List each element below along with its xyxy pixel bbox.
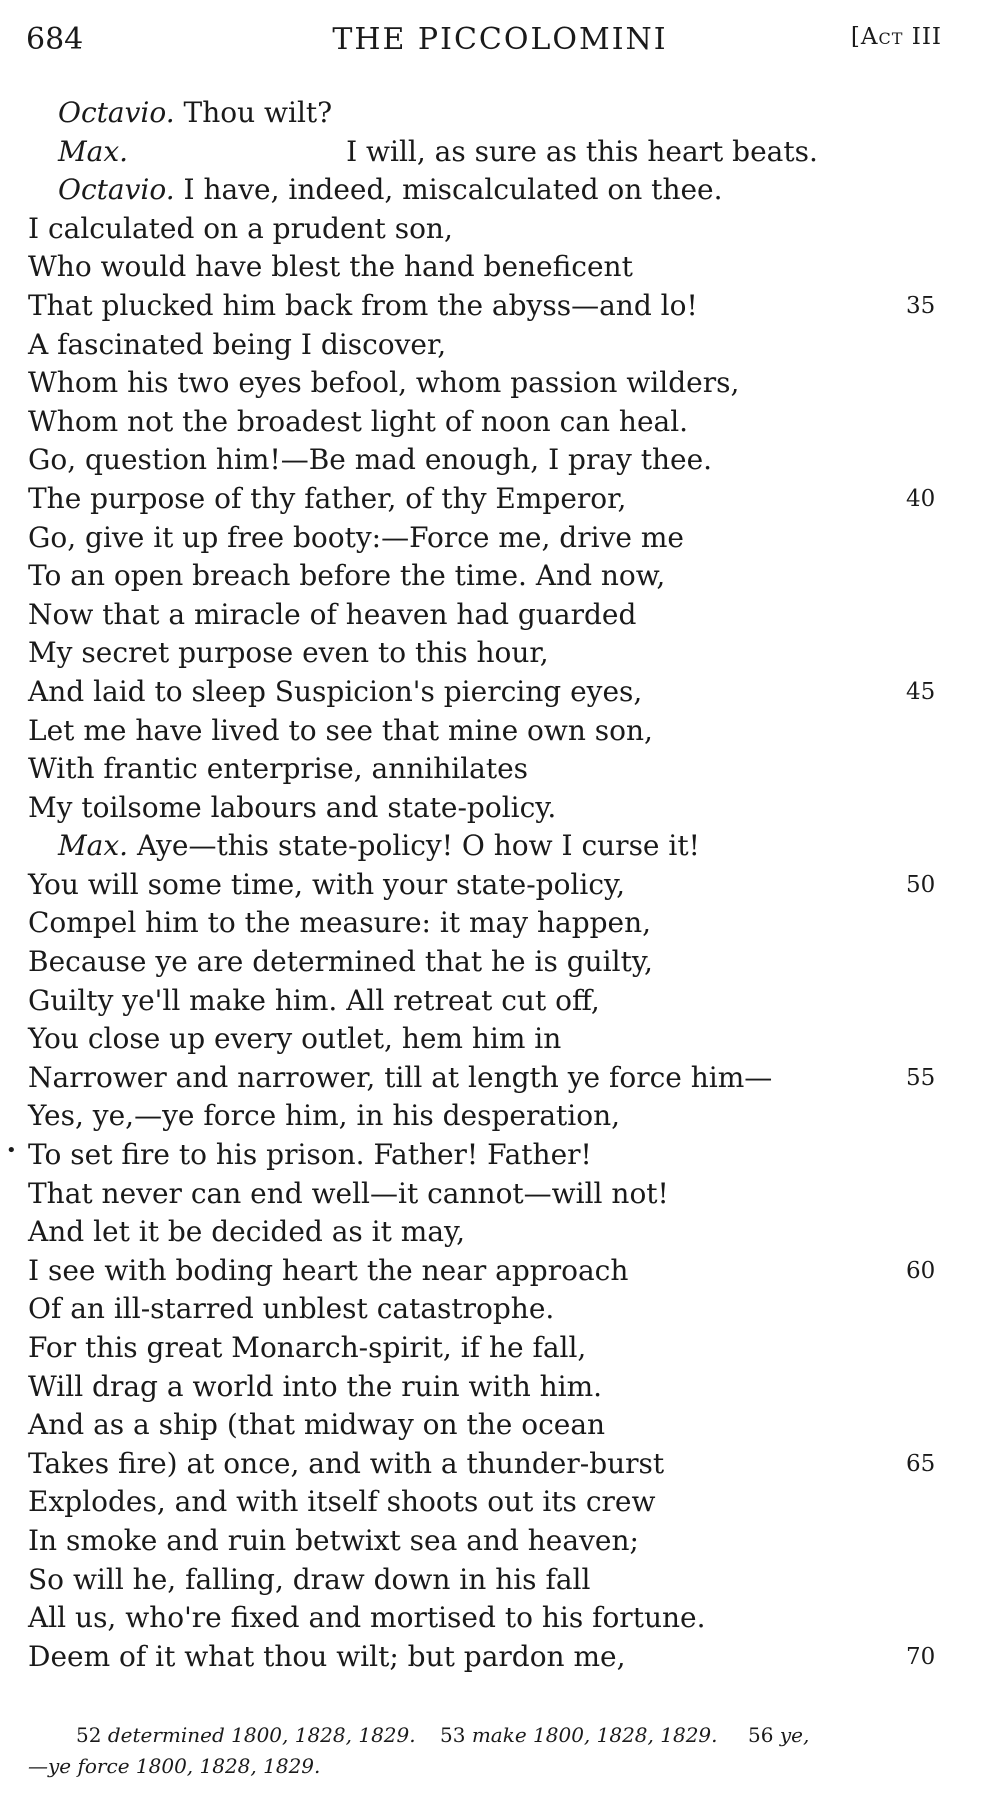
verse-line bbox=[28, 1522, 948, 1561]
verse-line-text: That plucked him back from the abyss—and lo! bbox=[28, 288, 698, 322]
footnote-row bbox=[28, 1720, 968, 1751]
footnote-53 bbox=[440, 1720, 718, 1751]
verse-line-text: Let me have lived to see that mine own son, bbox=[28, 713, 653, 747]
verse-line bbox=[28, 1329, 948, 1368]
verse-line bbox=[28, 1599, 948, 1638]
verse-line-text: Aye—this state-policy! O how I curse it! bbox=[128, 829, 700, 863]
verse-line bbox=[28, 1097, 948, 1136]
verse-line bbox=[28, 287, 948, 326]
verse-line bbox=[28, 1445, 948, 1484]
line-number: 40 bbox=[906, 485, 936, 512]
verse-line bbox=[28, 634, 948, 673]
verse-line-text: Compel him to the measure: it may happen, bbox=[28, 906, 652, 940]
verse-line-text: Thou wilt? bbox=[174, 96, 333, 129]
verse-line bbox=[28, 982, 948, 1021]
verse-line-text: Of an ill-starred unblest catastrophe. bbox=[28, 1292, 555, 1326]
verse-line-text: Go, question him!—Be mad enough, I pray thee. bbox=[28, 443, 713, 477]
verse-line-text: Whom not the broadest light of noon can heal. bbox=[28, 404, 689, 438]
verse-line-text: The purpose of thy father, of thy Emperor, bbox=[28, 481, 627, 515]
verse-line bbox=[28, 789, 948, 828]
verse-line-text: With frantic enterprise, annihilates bbox=[28, 752, 529, 786]
act-heading: [Act III bbox=[850, 24, 942, 50]
verse-line bbox=[28, 519, 948, 558]
margin-mark: • bbox=[6, 1140, 17, 1162]
verse-line bbox=[28, 1213, 948, 1252]
line-number: 55 bbox=[906, 1064, 936, 1091]
verse-line bbox=[28, 750, 948, 789]
verse-line bbox=[28, 557, 948, 596]
footnote-text: ye, bbox=[779, 1723, 810, 1747]
verse-line bbox=[28, 441, 948, 480]
footnote-number: 53 bbox=[440, 1723, 466, 1747]
footnotes bbox=[28, 1720, 968, 1782]
verse-line bbox=[28, 1290, 948, 1329]
verse-line bbox=[28, 1175, 948, 1214]
verse-line bbox=[28, 364, 948, 403]
line-number: 35 bbox=[906, 292, 936, 319]
verse-line-text: Narrower and narrower, till at length ye force him— bbox=[28, 1060, 773, 1094]
verse-line bbox=[28, 1561, 948, 1600]
verse-line-text: Now that a miracle of heaven had guarded bbox=[28, 597, 637, 631]
verse-line-text: All us, who're fixed and mortised to his fortune. bbox=[28, 1601, 706, 1635]
verse-line bbox=[28, 133, 948, 172]
verse-text bbox=[6, 94, 948, 1676]
verse-line-text: And laid to sleep Suspicion's piercing eyes, bbox=[28, 674, 643, 708]
running-title: THE PICCOLOMINI bbox=[332, 22, 668, 57]
verse-line bbox=[28, 1252, 948, 1291]
verse-line-text: I will, as sure as this heart beats. bbox=[346, 134, 818, 168]
footnote-52 bbox=[76, 1720, 416, 1751]
verse-line-text: So will he, falling, draw down in his fall bbox=[28, 1562, 591, 1596]
verse-line bbox=[28, 673, 948, 712]
speaker-name: Octavio. bbox=[58, 96, 175, 129]
verse-line-text: I have, indeed, miscalculated on thee. bbox=[174, 173, 723, 207]
verse-line bbox=[28, 326, 948, 365]
speaker-name: Max. bbox=[58, 829, 129, 863]
verse-line-text: And as a ship (that midway on the ocean bbox=[28, 1408, 606, 1442]
verse-line bbox=[28, 210, 948, 249]
verse-line-text: I calculated on a prudent son, bbox=[28, 211, 453, 245]
verse-line bbox=[28, 712, 948, 751]
verse-line-text: Will drag a world into the ruin with him. bbox=[28, 1369, 603, 1403]
verse-line-text: You will some time, with your state-policy, bbox=[28, 867, 626, 901]
verse-line-text: Go, give it up free booty:—Force me, drive me bbox=[28, 520, 684, 554]
speaker-name: Octavio. bbox=[58, 173, 175, 207]
verse-line bbox=[28, 1368, 948, 1407]
line-number: 45 bbox=[906, 678, 936, 705]
verse-line-text: A fascinated being I discover, bbox=[28, 327, 447, 361]
verse-line-text: To an open breach before the time. And now, bbox=[28, 559, 666, 593]
verse-line bbox=[28, 171, 948, 210]
page-number: 684 bbox=[26, 22, 84, 57]
verse-line-text: Yes, ye,—ye force him, in his desperation, bbox=[28, 1099, 621, 1133]
verse-line bbox=[28, 1406, 948, 1445]
footnote-text: make 1800, 1828, 1829. bbox=[471, 1723, 718, 1747]
verse-line bbox=[28, 943, 948, 982]
verse-line bbox=[28, 480, 948, 519]
verse-line-text: To set fire to his prison. Father! Father! bbox=[28, 1138, 592, 1172]
verse-line bbox=[28, 1059, 948, 1098]
verse-line bbox=[6, 1136, 948, 1175]
verse-line bbox=[28, 866, 948, 905]
verse-line-text: That never can end well—it cannot—will not! bbox=[28, 1176, 669, 1210]
footnote-number: 52 bbox=[76, 1723, 102, 1747]
page-header bbox=[0, 22, 1000, 72]
line-number: 60 bbox=[906, 1257, 936, 1284]
verse-line-text: For this great Monarch-spirit, if he fall, bbox=[28, 1331, 587, 1364]
verse-line bbox=[28, 248, 948, 287]
verse-line-text: My toilsome labours and state-policy. bbox=[28, 790, 557, 824]
footnote-text: determined 1800, 1828, 1829. bbox=[107, 1723, 416, 1747]
verse-line bbox=[28, 1020, 948, 1059]
verse-line-text: Guilty ye'll make him. All retreat cut off, bbox=[28, 983, 600, 1017]
verse-line bbox=[28, 827, 948, 866]
line-number: 70 bbox=[906, 1643, 936, 1670]
verse-line-text: Whom his two eyes befool, whom passion wilders, bbox=[28, 366, 740, 400]
verse-line bbox=[28, 1638, 948, 1677]
verse-line-text: I see with boding heart the near approach bbox=[28, 1253, 629, 1287]
verse-line-text: You close up every outlet, hem him in bbox=[28, 1022, 562, 1056]
verse-line-text: And let it be decided as it may, bbox=[28, 1215, 466, 1249]
verse-line-text: My secret purpose even to this hour, bbox=[28, 636, 549, 670]
verse-line-text: Deem of it what thou wilt; but pardon me, bbox=[28, 1639, 626, 1673]
verse-line bbox=[28, 1483, 948, 1522]
line-number: 50 bbox=[906, 871, 936, 898]
verse-line-text: Who would have blest the hand beneficent bbox=[28, 250, 633, 284]
footnote-56 bbox=[748, 1720, 809, 1751]
verse-line bbox=[28, 904, 948, 943]
speaker-name: Max. bbox=[58, 134, 129, 168]
footnote-56-continued: —ye force 1800, 1828, 1829. bbox=[28, 1754, 321, 1778]
verse-line-text: In smoke and ruin betwixt sea and heaven; bbox=[28, 1523, 639, 1557]
verse-line bbox=[28, 596, 948, 635]
line-number: 65 bbox=[906, 1450, 936, 1477]
verse-line-text: Explodes, and with itself shoots out its crew bbox=[28, 1485, 656, 1519]
verse-line bbox=[28, 403, 948, 442]
footnote-number: 56 bbox=[748, 1723, 774, 1747]
verse-line-text: Takes fire) at once, and with a thunder-burst bbox=[28, 1446, 665, 1480]
footnote-row bbox=[28, 1751, 968, 1782]
verse-line bbox=[28, 94, 948, 133]
verse-line-text: Because ye are determined that he is guilty, bbox=[28, 945, 653, 979]
